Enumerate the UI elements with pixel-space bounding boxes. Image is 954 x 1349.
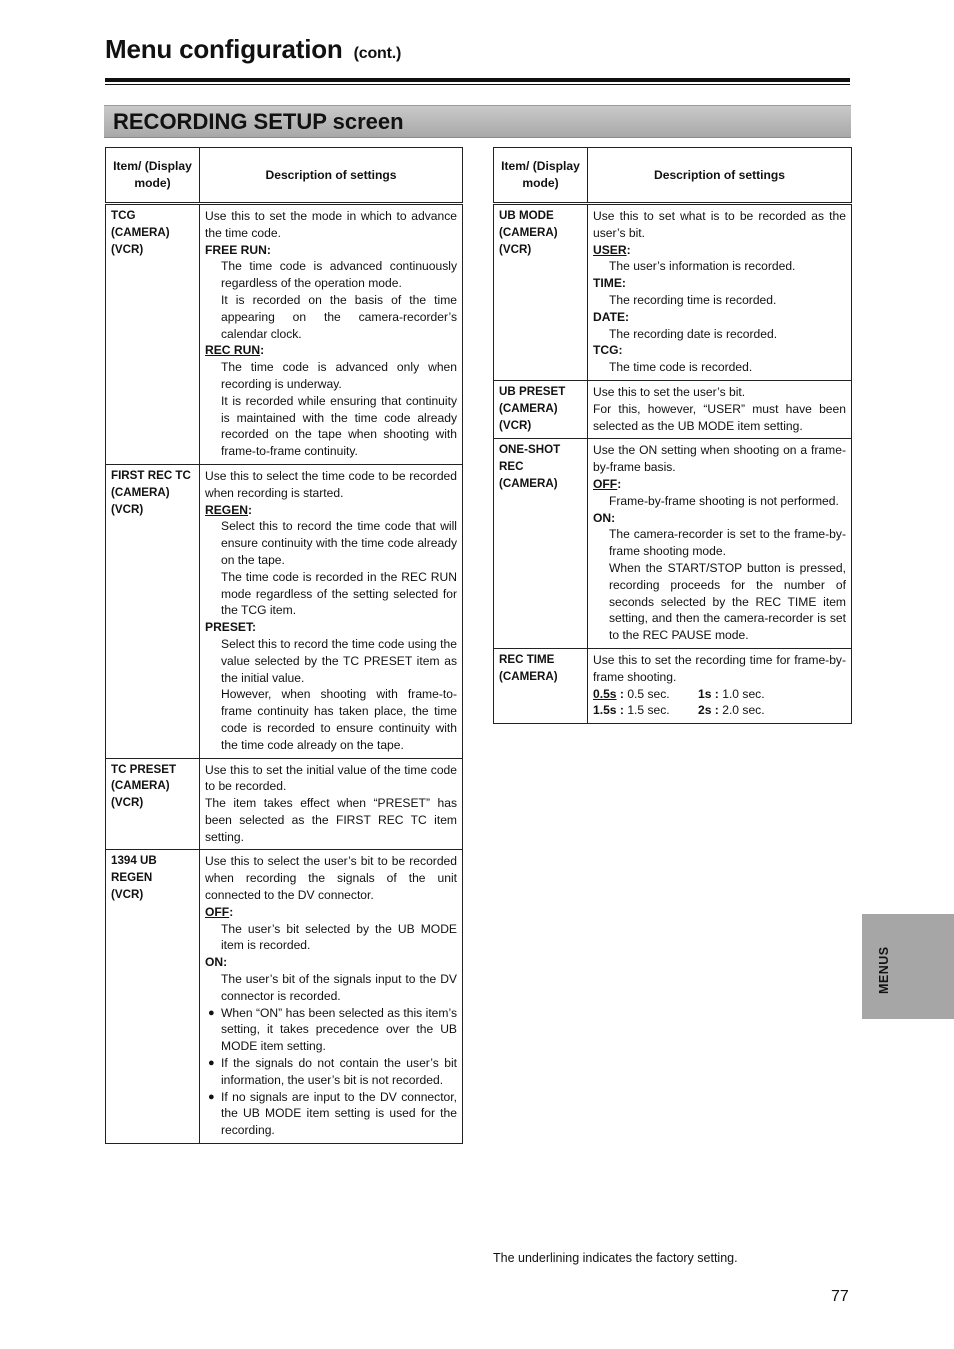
- note-item: [205, 1089, 457, 1139]
- option-label: OFF:: [205, 904, 234, 919]
- option-label: FREE RUN:: [205, 242, 271, 257]
- item-mode: (CAMERA): [111, 485, 170, 499]
- option-text: Select this to record the time code using the value selected by the TC PRESET item as the initial value.: [221, 636, 457, 685]
- description-text: Use this to set the mode in which to advance the time code.: [205, 209, 457, 240]
- description-cell: [200, 204, 463, 465]
- option-value: 1.0 sec.: [722, 686, 765, 701]
- description-text: Use this to set the user’s bit.: [593, 384, 746, 399]
- option-label: OFF:: [593, 476, 622, 491]
- item-cell: [106, 758, 200, 850]
- option-text: The user’s bit selected by the UB MODE item is recorded.: [221, 921, 457, 953]
- item-cell: [494, 439, 588, 649]
- section-header: [104, 105, 851, 138]
- option-text: The user’s information is recorded.: [609, 259, 796, 274]
- option-text: The camera-recorder is set to the frame-by-frame shooting mode.: [609, 527, 846, 559]
- item-mode: (VCR): [499, 418, 532, 432]
- item-mode: (CAMERA): [499, 669, 558, 683]
- option-text: The recording date is recorded.: [609, 326, 778, 341]
- rec-time-option: [698, 686, 846, 703]
- item-cell: [494, 648, 588, 723]
- table-row-ub-mode: [494, 204, 852, 381]
- factory-default-label: REC RUN: [205, 343, 261, 358]
- option-text: The time code is advanced continuously regardless of the operation mode.: [221, 259, 457, 291]
- item-mode: (VCR): [111, 502, 144, 516]
- item-name: TC PRESET: [111, 762, 177, 776]
- item-name: UB MODE: [499, 209, 554, 222]
- right-settings-table: [493, 147, 852, 724]
- table-row-one-shot-rec: [494, 439, 852, 649]
- item-mode: (CAMERA): [111, 779, 170, 793]
- item-name: TCG: [111, 209, 136, 222]
- table-header-row: [494, 148, 852, 204]
- column-header-desc: Description of settings: [200, 148, 463, 204]
- note-text: If the signals do not contain the user’s bit information, the user’s bit is not recorded.: [221, 1056, 457, 1087]
- description-cell: [588, 204, 852, 381]
- factory-default-label: USER: [593, 242, 627, 257]
- factory-default-label: 0.5s: [593, 686, 617, 701]
- option-label: TIME:: [593, 276, 626, 291]
- option-text: Frame-by-frame shooting is not performed.: [609, 493, 839, 508]
- option-label: USER:: [593, 242, 631, 257]
- page-title-cont: (cont.): [353, 45, 402, 62]
- item-name: ONE-SHOT: [499, 443, 561, 457]
- side-tab: [862, 914, 954, 1019]
- title-rule-thin: [105, 84, 850, 85]
- item-cell: [106, 204, 200, 465]
- option-label: PRESET:: [205, 620, 257, 635]
- rec-time-option: 0.5s : 0.5 sec.: [593, 686, 670, 701]
- option-text: Select this to record the time code that will ensure continuity with the time code already on the tape.: [221, 519, 457, 567]
- column-header-desc: Description of settings: [588, 148, 852, 204]
- section-title: RECORDING SETUP screen: [113, 109, 404, 134]
- note-list: [205, 1005, 457, 1139]
- option-text: The time code is recorded in the REC RUN mode regardless of the setting selected for the TCG item.: [221, 569, 457, 618]
- rec-time-option: [593, 702, 698, 719]
- description-cell: [200, 758, 463, 850]
- item-name: REGEN: [111, 871, 153, 885]
- description-cell: [200, 464, 463, 758]
- note-text: When “ON” has been selected as this item’s setting, it takes precedence over the UB MODE item setting.: [221, 1005, 457, 1054]
- description-text: Use this to select the user’s bit to be recorded when recording the signals of the unit connected to the DV connector.: [205, 854, 457, 903]
- option-label: REGEN:: [205, 502, 253, 517]
- option-text: The time code is advanced only when recording is underway.: [221, 360, 457, 391]
- option-label: REC RUN:: [205, 343, 265, 358]
- item-name: FIRST REC TC: [111, 468, 191, 482]
- option-key: 1s :: [698, 686, 719, 701]
- note-item: [205, 1005, 457, 1055]
- factory-default-label: OFF: [205, 904, 230, 919]
- table-row-tc-preset: [106, 758, 463, 850]
- table-row-1394-ub-regen: [106, 850, 463, 1144]
- table-row-tcg: [106, 204, 463, 465]
- item-name: REC: [499, 460, 524, 474]
- option-value: 1.5 sec.: [627, 703, 670, 718]
- item-mode: (CAMERA): [499, 476, 558, 490]
- description-cell: [588, 648, 852, 723]
- option-label: TCG:: [593, 343, 623, 358]
- description-text: Use this to set what is to be recorded as the user’s bit.: [593, 209, 846, 240]
- item-name: 1394 UB: [111, 854, 157, 868]
- bullet-icon: ●: [208, 1057, 215, 1070]
- factory-default-label: OFF: [593, 476, 618, 491]
- option-value: 0.5 sec.: [627, 686, 670, 701]
- rec-time-option: [698, 702, 846, 719]
- option-label: ON:: [593, 510, 616, 525]
- item-cell: [106, 464, 200, 758]
- item-cell: [494, 204, 588, 381]
- option-label: ON:: [205, 955, 228, 970]
- item-name: UB PRESET: [499, 384, 566, 398]
- option-label: DATE:: [593, 309, 630, 324]
- note-item: [205, 1055, 457, 1089]
- option-text: The time code is recorded.: [609, 360, 753, 375]
- description-cell: [588, 380, 852, 438]
- item-name: REC TIME: [499, 652, 555, 666]
- item-cell: [106, 850, 200, 1144]
- item-mode: (CAMERA): [499, 401, 558, 415]
- item-mode: (VCR): [499, 242, 532, 256]
- option-text: The recording time is recorded.: [609, 292, 777, 307]
- option-key: 1.5s :: [593, 703, 624, 718]
- bullet-icon: ●: [208, 1006, 215, 1019]
- footnote: The underlining indicates the factory setting.: [493, 1251, 738, 1265]
- table-header-row: [106, 148, 463, 204]
- item-mode: (CAMERA): [111, 225, 170, 239]
- item-mode: (VCR): [111, 796, 144, 810]
- option-value: 2.0 sec.: [722, 703, 765, 718]
- description-text: Use this to select the time code to be recorded when recording is started.: [205, 468, 457, 500]
- option-key: 2s :: [698, 703, 719, 718]
- option-text: It is recorded on the basis of the time appearing on the camera-recorder’s calendar clock.: [221, 292, 457, 341]
- item-cell: [494, 380, 588, 438]
- side-tab-label: MENUS: [877, 946, 891, 994]
- table-row-first-rec-tc: [106, 464, 463, 758]
- page-number: 77: [831, 1288, 849, 1305]
- factory-default-label: REGEN: [205, 502, 249, 517]
- note-text: If no signals are input to the DV connector, the UB MODE item setting is used for the recording.: [221, 1089, 457, 1138]
- bullet-icon: ●: [208, 1090, 215, 1103]
- description-text: Use this to set the recording time for frame-by-frame shooting.: [593, 652, 846, 684]
- item-mode: (VCR): [111, 888, 144, 902]
- title-rule-thick: [105, 78, 850, 82]
- rec-time-options: [593, 686, 846, 720]
- table-row-rec-time: [494, 648, 852, 723]
- table-row-ub-preset: [494, 380, 852, 438]
- option-text: However, when shooting with frame-to-frame continuity has taken place, the time code is recorded to ensure continuity with the time code already on the tape.: [221, 687, 457, 752]
- description-text: The item takes effect when “PRESET” has been selected as the FIRST REC TC item setting.: [205, 796, 457, 844]
- description-text: Use the ON setting when shooting on a frame-by-frame basis.: [593, 443, 846, 475]
- option-text: The user’s bit of the signals input to the DV connector is recorded.: [221, 972, 457, 1003]
- column-header-item: Item/ (Display mode): [494, 148, 588, 204]
- option-text: When the START/STOP button is pressed, recording proceeds for the number of seconds selected by the REC TIME item setting, and then the camera-recorder is set to the REC PAUSE mode.: [609, 560, 846, 643]
- description-cell: [588, 439, 852, 649]
- item-mode: (CAMERA): [499, 225, 558, 239]
- description-text: Use this to set the initial value of the time code to be recorded.: [205, 762, 457, 794]
- item-mode: (VCR): [111, 242, 144, 256]
- column-header-item: Item/ (Display mode): [106, 148, 200, 204]
- description-text: For this, however, “USER” must have been selected as the UB MODE item setting.: [593, 401, 846, 433]
- description-cell: [200, 850, 463, 1144]
- option-text: It is recorded while ensuring that continuity is maintained with the time code already recorded on the tape when shooting with frame-to-frame continuity.: [221, 393, 457, 459]
- page-title: [105, 34, 401, 65]
- page-title-text: Menu configuration: [105, 34, 343, 64]
- left-settings-table: [105, 147, 463, 1144]
